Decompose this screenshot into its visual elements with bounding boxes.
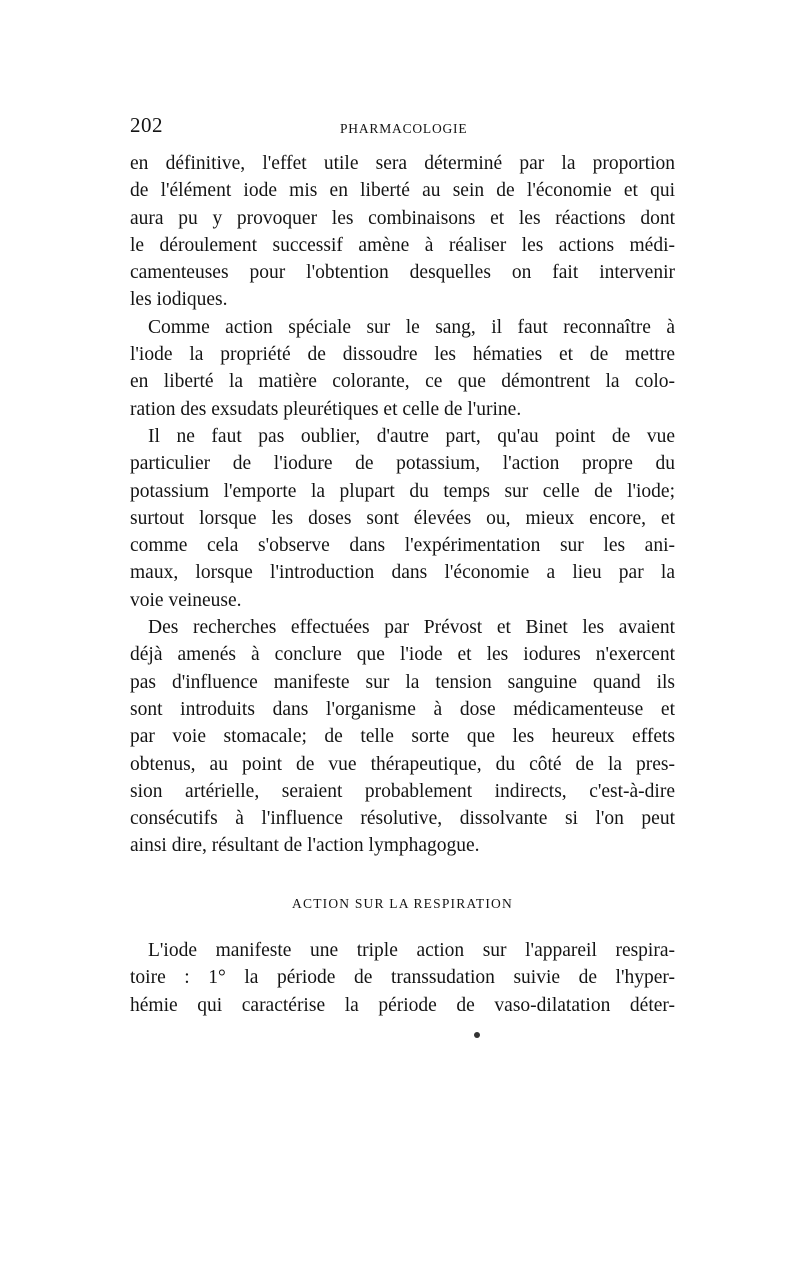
text-line: déjà amenés à conclure que l'iode et les iodures n'exercent <box>130 644 675 666</box>
text-line: Comme action spéciale sur le sang, il faut reconnaître à <box>148 316 675 338</box>
text-line: par voie stomacale; de telle sorte que les heureux effets <box>130 726 675 748</box>
text-line: l'iode la propriété de dissoudre les hématies et de mettre <box>130 344 675 366</box>
text-line: Il ne faut pas oublier, d'autre part, qu'au point de vue <box>148 425 675 447</box>
text-line: de l'élément iode mis en liberté au sein de l'économie et qui <box>130 180 675 202</box>
page-header <box>130 113 675 143</box>
text-line: ration des exsudats pleurétiques et celle de l'urine. <box>130 398 522 420</box>
text-line: en définitive, l'effet utile sera déterminé par la proportion <box>130 153 675 174</box>
text-line: maux, lorsque l'introduction dans l'économie a lieu par la <box>130 562 675 584</box>
text-line: toire : 1° la période de transsudation suivie de l'hyper- <box>130 967 675 989</box>
text-line: obtenus, au point de vue thérapeutique, du côté de la pres- <box>130 753 675 775</box>
text-line: L'iode manifeste une triple action sur l'appareil respira- <box>148 940 675 961</box>
section-heading: ACTION SUR LA RESPIRATION <box>292 896 513 911</box>
text-line: aura pu y provoquer les combinaisons et les réactions dont <box>130 207 675 229</box>
text-line: ainsi dire, résultant de l'action lymphagogue. <box>130 835 480 857</box>
text-line: comme cela s'observe dans l'expérimentation sur les ani- <box>130 535 675 557</box>
text-line: Des recherches effectuées par Prévost et Binet les avaient <box>148 617 675 639</box>
text-line: en liberté la matière colorante, ce que démontrent la colo- <box>130 371 675 393</box>
ink-mark <box>474 1032 480 1038</box>
body-text-top <box>130 150 675 860</box>
text-line: le déroulement successif amène à réaliser les actions médi- <box>130 234 675 256</box>
text-line: pas d'influence manifeste sur la tension sanguine quand ils <box>130 671 675 693</box>
body-text-bottom <box>130 937 675 1019</box>
page-number: 202 <box>130 113 163 137</box>
text-line: consécutifs à l'influence résolutive, dissolvante si l'on peut <box>130 808 675 830</box>
running-head: PHARMACOLOGIE <box>340 121 468 136</box>
text-line: potassium l'emporte la plupart du temps sur celle de l'iode; <box>130 480 675 502</box>
text-line: voie veineuse. <box>130 589 242 611</box>
text-line: sont introduits dans l'organisme à dose médicamenteuse et <box>130 698 675 720</box>
text-line: sion artérielle, seraient probablement indirects, c'est-à-dire <box>130 780 675 802</box>
text-line: camenteuses pour l'obtention desquelles on fait intervenir <box>130 262 675 284</box>
text-line: surtout lorsque les doses sont élevées ou, mieux encore, et <box>130 507 675 529</box>
text-line: hémie qui caractérise la période de vaso-dilatation déter- <box>130 994 675 1016</box>
text-line: particulier de l'iodure de potassium, l'action propre du <box>130 453 675 475</box>
text-line: les iodiques. <box>130 289 228 311</box>
